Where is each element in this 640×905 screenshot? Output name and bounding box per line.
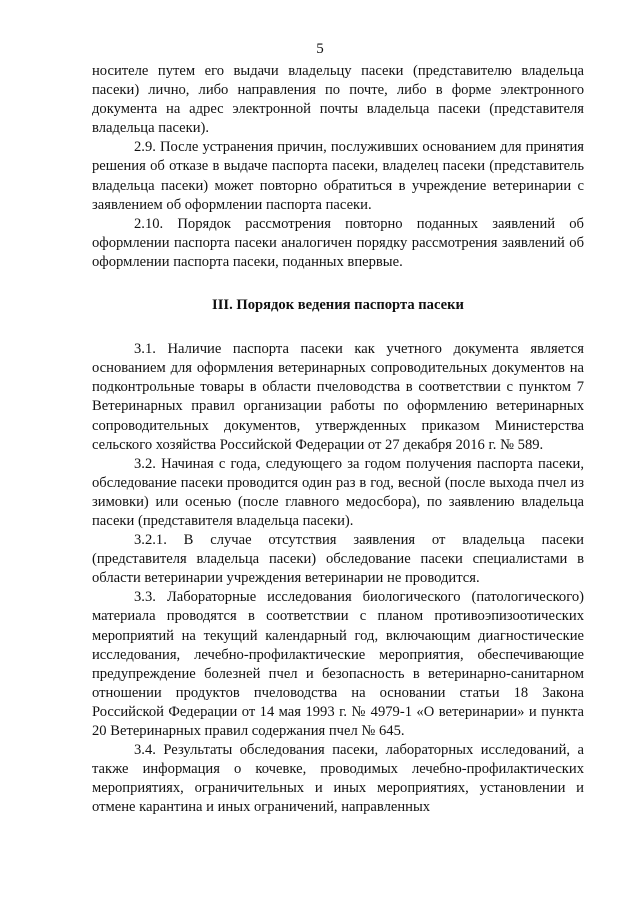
paragraph-continuation: носителе путем его выдачи владельцу пасеки (представителю владельца пасеки) лично, либо направления по почте, либо в форме электронного документа на адрес электронной почты владельца пасеки (представителя владельца пасеки). bbox=[92, 63, 584, 137]
section-heading: III. Порядок ведения паспорта пасеки bbox=[212, 297, 464, 314]
page-number: 5 bbox=[316, 41, 324, 57]
paragraph-3-2: 3.2. Начиная с года, следующего за годом получения паспорта пасеки, обследование пасеки проводится один раз в год, весной (после выхода пчел из зимовки) или осенью (после главного медосбора), по заявлению владельца пасеки (представителя владельца пасеки). bbox=[92, 455, 584, 529]
spacer bbox=[92, 315, 584, 340]
paragraph-2-9: 2.9. После устранения причин, послуживших основанием для принятия решения об отказе в выдаче паспорта пасеки, владелец пасеки (представитель владельца пасеки) может повторно обратиться в учреждение ветеринарии с заявлением об оформлении паспорта пасеки. bbox=[92, 139, 584, 213]
paragraph-3-2-1: 3.2.1. В случае отсутствия заявления от владельца пасеки (представителя владельца пасеки) обследование пасеки специалистами в области ветеринарии учреждения ветеринарии не проводится. bbox=[92, 532, 584, 587]
paragraph-3-3: 3.3. Лабораторные исследования биологического (патологического) материала проводятся в соответствии с планом противоэпизоотических мероприятий на текущий календарный год, включающим диагностические исследования, лечебно-профилактические мероприятия, обеспечивающие предупреждение болезней пчел и безопасность в ветеринарно-санитарном отношении продуктов пчеловодства на основании статьи 18 Закона Российской Федерации от 14 мая 1993 г. № 4979-1 «О ветеринарии» и пункта 20 Ветеринарных правил содержания пчел № 645. bbox=[92, 589, 584, 739]
document-body bbox=[92, 62, 584, 817]
spacer bbox=[92, 272, 584, 296]
paragraph-3-4: 3.4. Результаты обследования пасеки, лабораторных исследований, а также информация о кочевке, проводимых лечебно-профилактических мероприятиях, ограничительных и иных мероприятиях, установлении и отмене карантина и иных ограничений, направленных bbox=[92, 742, 584, 816]
paragraph-3-1: 3.1. Наличие паспорта пасеки как учетного документа является основанием для оформления ветеринарных сопроводительных документов на подконтрольные товары в области пчеловодства в соответствии с пунктом 7 Ветеринарных правил организации работы по оформлению ветеринарных сопроводительных документов, утвержденных приказом Министерства сельского хозяйства Российской Федерации от 27 декабря 2016 г. № 589. bbox=[92, 341, 584, 453]
paragraph-2-10: 2.10. Порядок рассмотрения повторно поданных заявлений об оформлении паспорта пасеки аналогичен порядку рассмотрения заявлений об оформлении паспорта пасеки, поданных впервые. bbox=[92, 215, 584, 270]
